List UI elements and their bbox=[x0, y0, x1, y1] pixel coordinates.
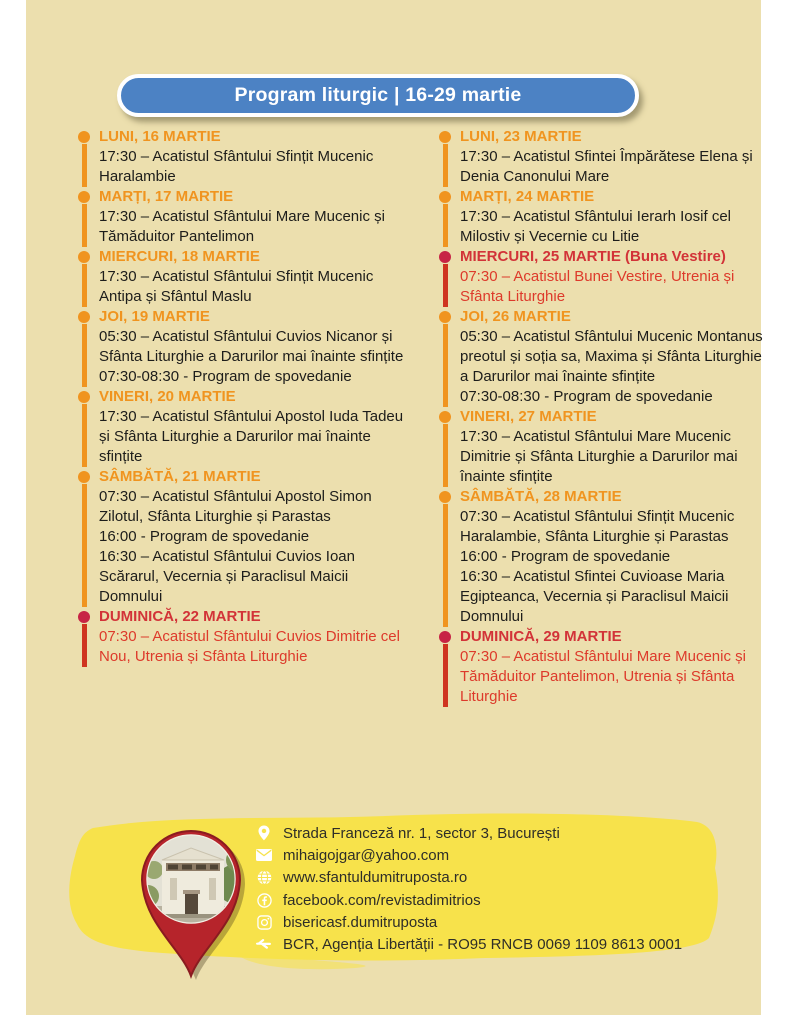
timeline-line bbox=[443, 504, 448, 627]
timeline-marker bbox=[78, 387, 90, 467]
timeline-dot-icon bbox=[78, 471, 90, 483]
header-banner bbox=[117, 74, 639, 117]
day-events bbox=[460, 327, 769, 407]
contact-instagram-text: bisericasf.dumitruposta bbox=[283, 913, 438, 931]
timeline-line bbox=[82, 264, 87, 307]
event-line: 05:30 – Acatistul Sfântului Cuvios Nicanor și Sfânta Liturghie a Darurilor mai înainte sfințite bbox=[99, 328, 404, 365]
timeline-line bbox=[82, 404, 87, 467]
day-entry bbox=[439, 627, 773, 707]
timeline-dot-icon bbox=[439, 191, 451, 203]
timeline-marker bbox=[78, 307, 90, 387]
timeline-marker bbox=[78, 187, 90, 247]
timeline-marker bbox=[439, 187, 451, 247]
event-line: 17:30 – Acatistul Sfântului Sfințit Mucenic Antipa și Sfântul Maslu bbox=[99, 268, 374, 305]
day-entry bbox=[78, 187, 412, 247]
day-entry bbox=[78, 467, 412, 607]
contact-website bbox=[256, 867, 682, 889]
event-line: 07:30 – Acatistul Bunei Vestire, Utrenia și Sfânta Liturghie bbox=[460, 268, 735, 305]
timeline-marker bbox=[78, 607, 90, 667]
instagram-icon bbox=[256, 914, 272, 930]
timeline-marker bbox=[78, 247, 90, 307]
day-title: MARȚI, 17 MARTIE bbox=[99, 188, 234, 205]
event-line: 17:30 – Acatistul Sfintei Împărătese Elena și Denia Canonului Mare bbox=[460, 148, 753, 185]
event-line: 17:30 – Acatistul Sfântului Sfințit Mucenic Haralambie bbox=[99, 148, 374, 185]
contact-email-text: mihaigojgar@yahoo.com bbox=[283, 846, 450, 864]
day-title: VINERI, 27 MARTIE bbox=[460, 408, 597, 425]
contact-list bbox=[256, 822, 682, 956]
contact-website-text: www.sfantuldumitruposta.ro bbox=[283, 869, 468, 887]
timeline-marker bbox=[439, 307, 451, 407]
timeline-line bbox=[443, 264, 448, 307]
contact-facebook-text: facebook.com/revistadimitrios bbox=[283, 891, 481, 909]
timeline-line bbox=[443, 144, 448, 187]
day-events bbox=[99, 327, 408, 387]
event-line: 07:30 – Acatistul Sfântului Mare Mucenic și Tămăduitor Pantelimon, Utrenia și Sfânta Liturghie bbox=[460, 648, 746, 705]
day-events bbox=[99, 147, 408, 187]
timeline-line bbox=[82, 204, 87, 247]
day-entry bbox=[78, 127, 412, 187]
day-title: DUMINICĂ, 22 MARTIE bbox=[99, 608, 261, 625]
day-title: MARȚI, 24 MARTIE bbox=[460, 188, 595, 205]
timeline-dot-icon bbox=[439, 251, 451, 263]
day-entry bbox=[439, 127, 773, 187]
day-events bbox=[460, 267, 769, 307]
timeline-marker bbox=[439, 487, 451, 627]
timeline-marker bbox=[78, 467, 90, 607]
timeline-dot-icon bbox=[78, 131, 90, 143]
timeline-dot-icon bbox=[439, 631, 451, 643]
day-entry bbox=[439, 487, 773, 627]
day-title: SÂMBĂTĂ, 21 MARTIE bbox=[99, 468, 261, 485]
timeline-line bbox=[82, 484, 87, 607]
day-events bbox=[99, 267, 408, 307]
contact-email bbox=[256, 844, 682, 866]
facebook-icon bbox=[256, 892, 272, 908]
day-events bbox=[460, 147, 769, 187]
email-icon bbox=[256, 847, 272, 863]
day-title: LUNI, 16 MARTIE bbox=[99, 128, 221, 145]
day-entry bbox=[439, 187, 773, 247]
day-entry bbox=[78, 247, 412, 307]
timeline-line bbox=[443, 644, 448, 707]
timeline-line bbox=[82, 324, 87, 387]
day-title: MIERCURI, 18 MARTIE bbox=[99, 248, 260, 265]
contact-bank bbox=[256, 933, 682, 955]
event-line: 16:00 - Program de spovedanie bbox=[99, 528, 310, 545]
day-events bbox=[99, 407, 408, 467]
day-events bbox=[460, 207, 769, 247]
timeline-marker bbox=[439, 247, 451, 307]
day-entry bbox=[439, 407, 773, 487]
timeline-dot-icon bbox=[78, 251, 90, 263]
day-entry bbox=[439, 247, 773, 307]
timeline-dot-icon bbox=[439, 491, 451, 503]
timeline-line bbox=[443, 324, 448, 407]
day-title: DUMINICĂ, 29 MARTIE bbox=[460, 628, 622, 645]
day-entry bbox=[78, 387, 412, 467]
page-title: Program liturgic | 16-29 martie bbox=[234, 84, 522, 106]
event-line: 07:30 – Acatistul Sfântului Sfințit Mucenic Haralambie, Sfânta Liturghie și Parastas bbox=[460, 508, 735, 545]
event-line: 07:30-08:30 - Program de spovedanie bbox=[460, 388, 713, 405]
day-events bbox=[99, 627, 408, 667]
timeline-line bbox=[82, 144, 87, 187]
timeline-dot-icon bbox=[439, 411, 451, 423]
timeline-line bbox=[443, 424, 448, 487]
event-line: 07:30 – Acatistul Sfântului Cuvios Dimitrie cel Nou, Utrenia și Sfânta Liturghie bbox=[99, 628, 400, 665]
timeline-line bbox=[443, 204, 448, 247]
church-location-pin bbox=[132, 822, 250, 982]
day-title: MIERCURI, 25 MARTIE (Buna Vestire) bbox=[460, 248, 726, 265]
event-line: 17:30 – Acatistul Sfântului Apostol Iuda Tadeu și Sfânta Liturghie a Darurilor mai înainte sfințite bbox=[99, 408, 404, 465]
timeline-dot-icon bbox=[78, 391, 90, 403]
timeline-line bbox=[82, 624, 87, 667]
globe-icon bbox=[256, 870, 272, 886]
event-line: 16:30 – Acatistul Sfintei Cuvioase Maria Egipteanca, Vecernia și Paraclisul Maicii Domnului bbox=[460, 568, 729, 625]
day-title: SÂMBĂTĂ, 28 MARTIE bbox=[460, 488, 622, 505]
location-icon bbox=[256, 825, 272, 841]
timeline-dot-icon bbox=[439, 131, 451, 143]
timeline-dot-icon bbox=[78, 191, 90, 203]
day-title: JOI, 19 MARTIE bbox=[99, 308, 210, 325]
timeline-dot-icon bbox=[78, 311, 90, 323]
contact-address-text: Strada Franceză nr. 1, sector 3, București bbox=[283, 824, 560, 842]
day-title: LUNI, 23 MARTIE bbox=[460, 128, 582, 145]
contact-facebook bbox=[256, 889, 682, 911]
event-line: 17:30 – Acatistul Sfântului Mare Mucenic și Tămăduitor Pantelimon bbox=[99, 208, 385, 245]
event-line: 07:30-08:30 - Program de spovedanie bbox=[99, 368, 352, 385]
contact-bank-text: BCR, Agenția Libertății - RO95 RNCB 0069 1109 8613 0001 bbox=[283, 936, 683, 954]
day-events bbox=[460, 507, 769, 627]
timeline-dot-icon bbox=[439, 311, 451, 323]
timeline-marker bbox=[439, 127, 451, 187]
schedule-column-right bbox=[439, 127, 773, 707]
event-line: 16:00 - Program de spovedanie bbox=[460, 548, 671, 565]
event-line: 17:30 – Acatistul Sfântului Ierarh Iosif cel Milostiv și Vecernie cu Litie bbox=[460, 208, 731, 245]
day-entry bbox=[78, 607, 412, 667]
contact-address bbox=[256, 822, 682, 844]
timeline-marker bbox=[439, 407, 451, 487]
day-entry bbox=[439, 307, 773, 407]
schedule bbox=[78, 127, 773, 707]
event-line: 16:30 – Acatistul Sfântului Cuvios Ioan Scărarul, Vecernia și Paraclisul Maicii Domnului bbox=[99, 548, 355, 605]
day-events bbox=[99, 487, 408, 607]
contact-instagram bbox=[256, 911, 682, 933]
schedule-column-left bbox=[78, 127, 412, 707]
day-events bbox=[460, 647, 769, 707]
day-title: VINERI, 20 MARTIE bbox=[99, 388, 236, 405]
day-events bbox=[99, 207, 408, 247]
event-line: 05:30 – Acatistul Sfântului Mucenic Montanus preotul și soția sa, Maxima și Sfânta Liturghie a Darurilor mai înainte sfințite bbox=[460, 328, 763, 385]
timeline-dot-icon bbox=[78, 611, 90, 623]
timeline-marker bbox=[78, 127, 90, 187]
day-events bbox=[460, 427, 769, 487]
day-title: JOI, 26 MARTIE bbox=[460, 308, 571, 325]
event-line: 07:30 – Acatistul Sfântului Apostol Simon Zilotul, Sfânta Liturghie și Parastas bbox=[99, 488, 372, 525]
event-line: 17:30 – Acatistul Sfântului Mare Mucenic Dimitrie și Sfânta Liturghie a Darurilor mai înainte sfințite bbox=[460, 428, 738, 485]
bank-icon bbox=[256, 937, 272, 953]
day-entry bbox=[78, 307, 412, 387]
timeline-marker bbox=[439, 627, 451, 707]
